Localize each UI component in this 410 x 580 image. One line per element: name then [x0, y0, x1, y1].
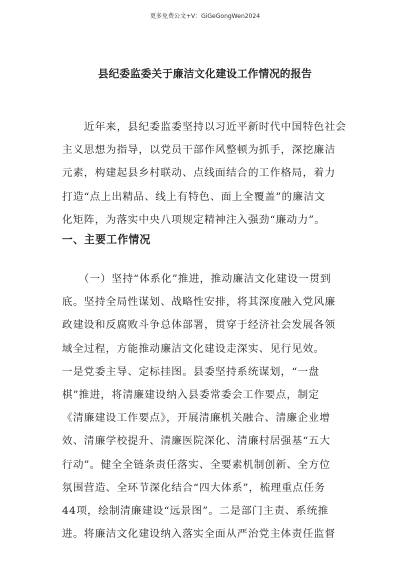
- text-line: （一）坚持“体系化”推进，推动廉洁文化建设一贯到: [62, 273, 332, 285]
- text-line: 化矩阵，为落实中央八项规定精神注入强劲“廉动力”。: [62, 213, 326, 226]
- text-line: 一是党委主导、定标挂图。县委坚持系统谋划，“一盘: [62, 365, 320, 378]
- section-paragraph: [62, 268, 348, 546]
- header-note: 更多免费公文+V：GiGeGongWen2024: [149, 13, 261, 20]
- text-line: 棋”推进，将清廉建设纳入县委常委会工作要点，制定: [62, 388, 320, 401]
- text-line: 元素，构建起县乡村联动、点线面结合的工作格局，着力: [62, 167, 336, 180]
- text-line: 底。坚持全局性谋划、战略性安排，将其深度融入党风廉: [62, 296, 336, 309]
- text-line: 进。将廉洁文化建设纳入落实全面从严治党主体责任监督: [62, 528, 336, 541]
- section-heading: 一、主要工作情况: [62, 234, 151, 246]
- text-line: 效、清廉学校提升、清廉医院深化、清廉村居强基“五大: [62, 435, 331, 448]
- document-title: 县纪委监委关于廉洁文化建设工作情况的报告: [98, 68, 312, 80]
- text-line: 近年来，县纪委监委坚持以习近平新时代中国特色社会: [62, 121, 347, 133]
- text-line: 44项，绘制清廉建设“远景图”。二是部门主责、系统推: [62, 504, 329, 517]
- text-line: 政建设和反腐败斗争总体部署，贯穿于经济社会发展各领: [62, 319, 336, 332]
- intro-paragraph: [62, 116, 348, 232]
- text-line: 氛围营造、全环节深化结合“四大体系”，梳理重点任务: [62, 481, 326, 494]
- text-line: 《清廉建设工作要点》，开展清廉机关融合、清廉企业增: [62, 412, 331, 425]
- text-line: 域全过程，方能推动廉洁文化建设走深实、见行见效。: [62, 342, 325, 355]
- text-line: 打造“点上出精品、线上有特色、面上全覆盖”的廉洁文: [62, 190, 326, 203]
- text-line: 主义思想为指导，以党员干部作风整顿为抓手，深挖廉洁: [62, 144, 336, 157]
- text-line: 行动”。健全全链条责任落实、全要素机制创新、全方位: [62, 458, 331, 471]
